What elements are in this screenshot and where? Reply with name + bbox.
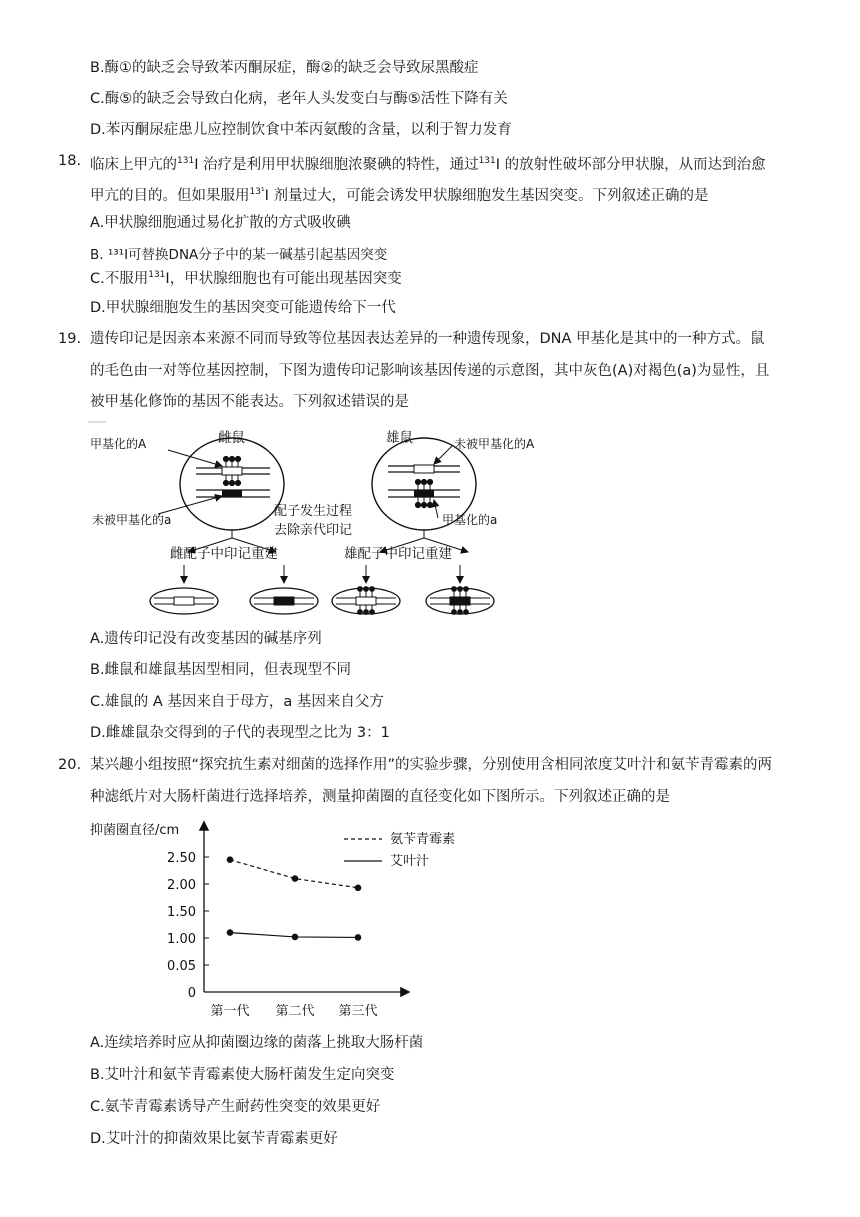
gamete-2 [250, 588, 318, 614]
male-methylated-gene [414, 490, 434, 497]
q20-number: 20. [58, 757, 82, 773]
q20-option-a: A.连续培养时应从抑菌圈边缘的菌落上挑取大肠杆菌 [90, 1035, 424, 1051]
female-unmethylated-gene [222, 490, 242, 497]
series-line-1 [230, 860, 358, 888]
series-1-point [292, 875, 299, 882]
series-2-point [292, 934, 299, 941]
q19-option-b: B.雌鼠和雄鼠基因型相同，但表现型不同 [90, 662, 352, 678]
x-tick-label: 第一代 [210, 1004, 250, 1019]
gamete-process-line2: 去除亲代印记 [274, 523, 353, 538]
q18-option-c: C.不服用$^{131}$I，甲状腺细胞也有可能出现基因突变 [90, 270, 402, 287]
q17-option-d: D.苯丙酮尿症患儿应控制饮食中苯丙氨酸的含量，以利于智力发育 [90, 122, 512, 138]
series-2-point [227, 929, 234, 936]
male-label: 雄鼠 [386, 430, 413, 446]
y-tick-label: 1.00 [167, 932, 196, 947]
q18-number: 18. [58, 153, 82, 169]
female-gamete-label: 雌配子中印记重建 [170, 546, 278, 562]
series-1-point [227, 856, 234, 863]
y-tick-label: 1.50 [167, 905, 196, 920]
q18-stem-line1: 临床上甲亢的$^{131}$I 治疗是利用甲状腺细胞浓聚碘的特性，通过$^{131}$I 的放射性破坏部分甲状腺，从而达到治愈 [90, 156, 766, 173]
series-1-point [355, 884, 362, 891]
gamete-process-line1: 配子发生过程 [274, 504, 353, 519]
q18-option-b: B. ¹³¹I可替换DNA分子中的某一碱基引起基因突变 [90, 247, 388, 263]
q19-option-d: D.雌雄鼠杂交得到的子代的表现型之比为 3：1 [90, 725, 390, 741]
unmethylated-a-label: 未被甲基化的a [92, 513, 172, 527]
q19-stem-line1: 遗传印记是因亲本来源不同而导致等位基因表达差异的一种遗传现象，DNA 甲基化是其中的一种方式。鼠 [90, 331, 765, 347]
q19-number: 19. [58, 331, 82, 347]
methylated-A-label: 甲基化的A [90, 437, 147, 451]
y-tick-label: 0 [187, 986, 196, 1001]
legend-series-2: 艾叶汁 [390, 854, 430, 869]
gamete-4 [426, 587, 494, 615]
female-methylated-gene [222, 467, 242, 475]
legend-series-1: 氨苄青霉素 [390, 832, 456, 847]
q19-option-c: C.雄鼠的 A 基因来自于母方，a 基因来自父方 [90, 694, 384, 710]
inhibition-zone-chart [88, 815, 468, 1025]
q18-stem-line2: 甲亢的目的。但如果服用$^{13^1}$I 剂量过大，可能会诱发甲状腺细胞发生基因突变。下列叙述正确的是 [90, 187, 709, 204]
male-gamete-label: 雄配子中印记重建 [344, 546, 452, 562]
q18-option-a: A.甲状腺细胞通过易化扩散的方式吸收碘 [90, 215, 351, 231]
q20-option-d: D.艾叶汁的抑菌效果比氨苄青霉素更好 [90, 1131, 338, 1147]
q19-stem-line2: 的毛色由一对等位基因控制，下图为遗传印记影响该基因传递的示意图，其中灰色(A)对褐色(a)为显性，且 [90, 363, 770, 379]
q17-option-b: B.酶①的缺乏会导致苯丙酮尿症，酶②的缺乏会导致尿黑酸症 [90, 60, 479, 76]
x-tick-label: 第二代 [275, 1004, 315, 1019]
gamete-3 [332, 587, 400, 615]
q18-option-d: D.甲状腺细胞发生的基因突变可能遗传给下一代 [90, 300, 396, 316]
methylated-a-label: 甲基化的a [442, 513, 498, 527]
q19-stem-line3: 被甲基化修饰的基因不能表达。下列叙述错误的是 [90, 394, 409, 410]
male-unmethylated-gene [414, 465, 434, 473]
y-tick-label: 2.50 [167, 851, 196, 866]
x-tick-label: 第三代 [338, 1004, 378, 1019]
q20-stem-line1: 某兴趣小组按照“探究抗生素对细菌的选择作用”的实验步骤，分别使用含相同浓度艾叶汁和氨苄青霉素的两 [90, 757, 773, 773]
q20-stem-line2: 种滤纸片对大肠杆菌进行选择培养，测量抑菌圈的直径变化如下图所示。下列叙述正确的是 [90, 789, 670, 805]
female-label: 雌鼠 [218, 430, 245, 446]
imprinting-diagram [88, 420, 558, 620]
q17-option-c: C.酶⑤的缺乏会导致白化病，老年人头发变白与酶⑤活性下降有关 [90, 91, 508, 107]
y-tick-label: 0.05 [167, 959, 196, 974]
q20-option-b: B.艾叶汁和氨苄青霉素使大肠杆菌发生定向突变 [90, 1067, 395, 1083]
chart-ylabel: 抑菌圈直径/cm [90, 823, 180, 838]
q19-option-a: A.遗传印记没有改变基因的碱基序列 [90, 631, 322, 647]
series-2-point [355, 934, 362, 941]
y-tick-label: 2.00 [167, 878, 196, 893]
unmethylated-A-label: 未被甲基化的A [454, 437, 535, 451]
q20-option-c: C.氨苄青霉素诱导产生耐药性突变的效果更好 [90, 1099, 381, 1115]
gamete-1 [150, 588, 218, 614]
